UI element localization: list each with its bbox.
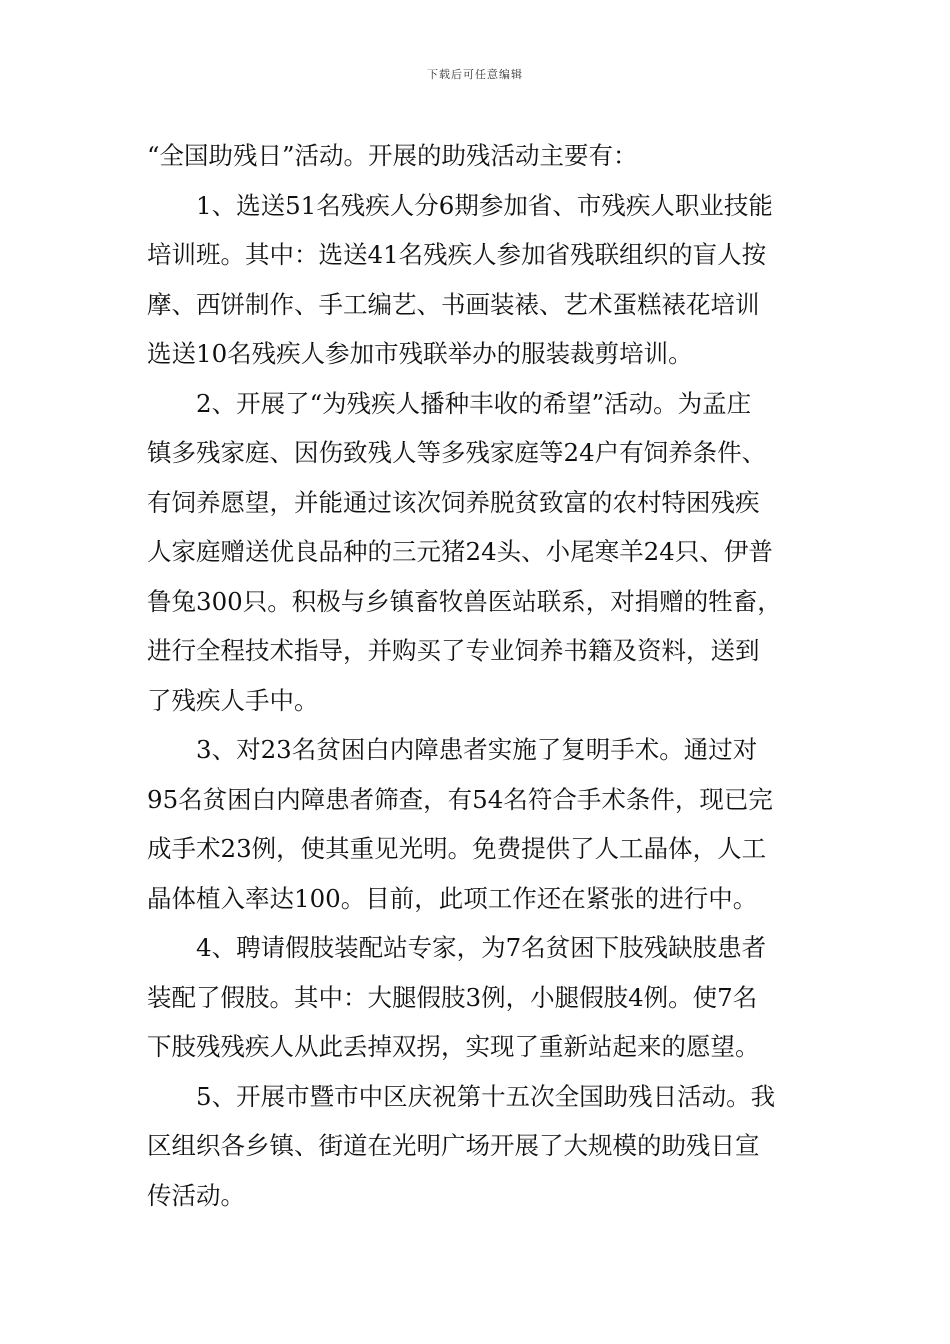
text-line: 4、聘请假肢装配站专家，为7名贫困下肢残缺肢患者 (196, 933, 767, 962)
text-line: 晶体植入率达100。目前，此项工作还在紧张的进行中。 (147, 883, 758, 913)
text-line: 鲁兔300只。积极与乡镇畜牧兽医站联系，对捐赠的牲畜， (147, 586, 782, 616)
text-line: 2、开展了“为残疾人播种丰收的希望”活动。为孟庄 (196, 388, 752, 418)
text-line: “全国助残日”活动。开展的助残活动主要有： (147, 141, 638, 170)
text-line: 进行全程技术指导，并购买了专业饲养书籍及资料，送到 (147, 636, 760, 665)
paragraph-2 (147, 181, 807, 379)
paragraph-1 (147, 131, 807, 181)
text-line: 区组织各乡镇、街道在光明广场开展了大规模的助残日宣 (147, 1131, 760, 1160)
page-header: 下载后可任意编辑 (427, 68, 523, 81)
text-line: 了残疾人手中。 (147, 685, 319, 715)
text-line: 有饲养愿望，并能通过该次饲养脱贫致富的农村特困残疾 (147, 487, 760, 517)
text-line: 95名贫困白内障患者筛查，有54名符合手术条件，现已完 (147, 784, 773, 814)
text-line: 成手术23例，使其重见光明。免费提供了人工晶体，人工 (147, 834, 767, 863)
paragraph-6 (147, 1072, 807, 1221)
text-line: 人家庭赠送优良品种的三元猪24头、小尾寒羊24只、伊普 (147, 537, 773, 566)
text-line: 装配了假肢。其中：大腿假肢3例，小腿假肢4例。使7名 (147, 982, 758, 1012)
text-line: 1、选送51名残疾人分6期参加省、市残疾人职业技能 (196, 190, 773, 220)
document-body (147, 131, 807, 1220)
text-line: 镇多残家庭、因伤致残人等多残家庭等24户有饲养条件、 (147, 438, 767, 467)
text-line: 3、对23名贫困白内障患者实施了复明手术。通过对 (196, 735, 758, 764)
paragraph-4 (147, 725, 807, 923)
text-line: 摩、西饼制作、手工编艺、书画装裱、艺术蛋糕裱花培训 (147, 289, 760, 319)
text-line: 传活动。 (147, 1180, 245, 1210)
text-line: 培训班。其中：选送41名残疾人参加省残联组织的盲人按 (147, 240, 767, 269)
paragraph-5 (147, 923, 807, 1072)
text-line: 5、开展市暨市中区庆祝第十五次全国助残日活动。我 (196, 1081, 776, 1111)
text-line: 选送10名残疾人参加市残联举办的服装裁剪培训。 (147, 339, 693, 368)
text-line: 下肢残残疾人从此丢掉双拐，实现了重新站起来的愿望。 (147, 1032, 760, 1061)
paragraph-3 (147, 379, 807, 726)
